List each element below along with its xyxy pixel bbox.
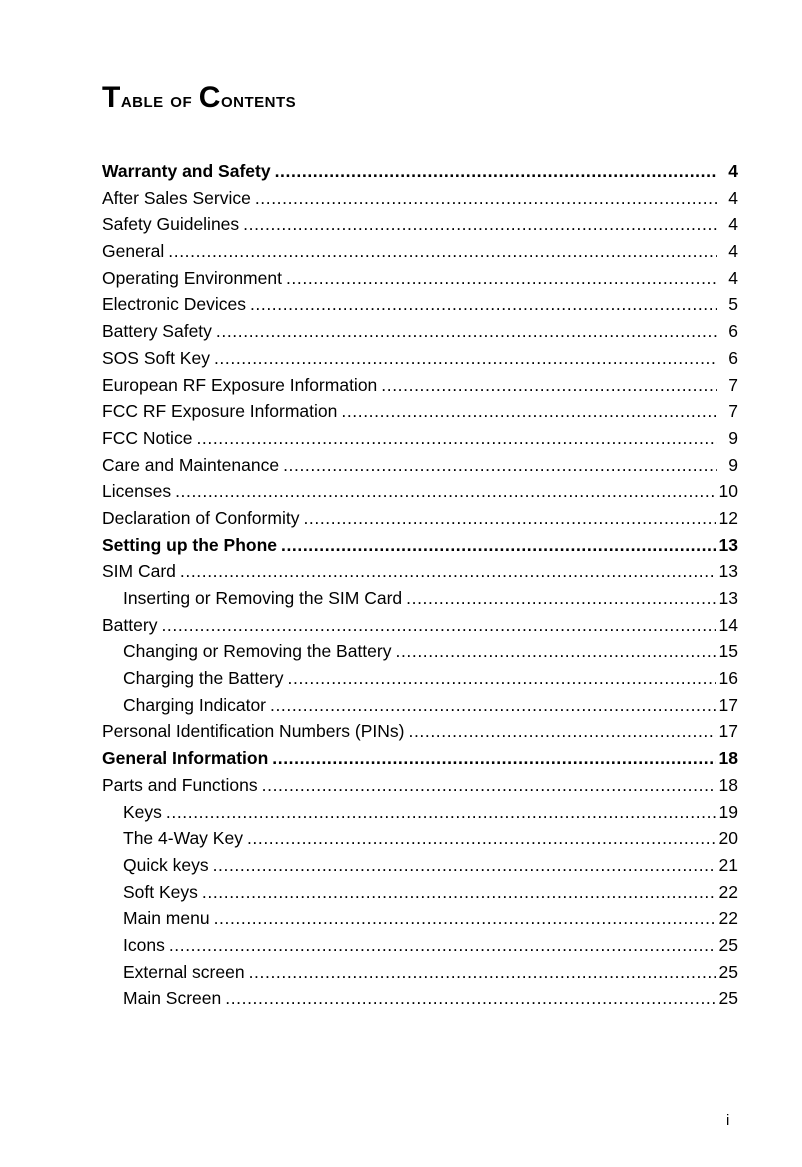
- page-title: [102, 78, 296, 120]
- toc-entry-page: 15: [718, 641, 738, 662]
- toc-entry-battery-safety[interactable]: [102, 318, 738, 345]
- dot-leader: [406, 585, 715, 612]
- toc-entry-page: 19: [718, 801, 738, 822]
- dot-leader: [169, 932, 716, 959]
- dot-leader: [168, 238, 717, 265]
- toc-entry-after-sales-service[interactable]: [102, 185, 738, 212]
- toc-entry-label: Inserting or Removing the SIM Card: [123, 588, 403, 608]
- toc-entry-page: 4: [728, 187, 738, 208]
- toc-entry-label: Setting up the Phone: [102, 534, 277, 555]
- toc-entry-icons[interactable]: [102, 932, 738, 959]
- toc-entry-label: Licenses: [102, 481, 172, 502]
- title-word-able: able: [120, 87, 164, 112]
- toc-entry-general-information[interactable]: [102, 745, 738, 772]
- toc-entry-label: After Sales Service: [102, 187, 251, 208]
- toc-entry-european-rf-exposure-information[interactable]: [102, 372, 738, 399]
- toc-entry-label: Changing or Removing the Battery: [123, 641, 392, 662]
- toc-entry-label: The 4-Way Key: [123, 828, 243, 849]
- toc-entry-label: FCC Notice: [102, 427, 193, 448]
- toc-entry-label: Main menu: [123, 908, 210, 929]
- toc-entry-battery[interactable]: [102, 612, 738, 639]
- toc-entry-page: 4: [728, 161, 738, 181]
- toc-entry-page: 14: [718, 614, 738, 635]
- toc-entry-label: Personal Identification Numbers (PINs): [102, 721, 405, 742]
- toc-entry-electronic-devices[interactable]: [102, 291, 738, 318]
- dot-leader: [275, 158, 717, 185]
- toc-entry-fcc-notice[interactable]: [102, 425, 738, 452]
- toc-entry-label: External screen: [123, 961, 245, 982]
- toc-entry-charging-the-battery[interactable]: [102, 665, 738, 692]
- toc-entry-page: 25: [718, 934, 738, 955]
- toc-entry-label: Quick keys: [123, 854, 209, 875]
- toc-entry-page: 4: [728, 267, 738, 288]
- toc-entry-label: General: [102, 241, 165, 262]
- toc-entry-page: 9: [728, 454, 738, 475]
- dot-leader: [286, 265, 717, 292]
- toc-entry-personal-identification-numbers[interactable]: [102, 718, 738, 745]
- dot-leader: [196, 425, 717, 452]
- toc-entry-page: 17: [718, 721, 738, 742]
- toc-entry-page: 4: [728, 241, 738, 262]
- toc-entry-page: 7: [728, 401, 738, 422]
- toc-entry-page: 6: [728, 321, 738, 342]
- toc-entry-page: 18: [718, 748, 738, 769]
- dot-leader: [408, 718, 715, 745]
- toc-entry-licenses[interactable]: [102, 478, 738, 505]
- toc-entry-page: 17: [718, 694, 738, 715]
- toc-entry-page: 25: [718, 961, 738, 982]
- dot-leader: [166, 799, 716, 826]
- toc-entry-label: Main Screen: [123, 988, 222, 1009]
- toc-entry-main-menu[interactable]: [102, 905, 738, 932]
- toc-entry-keys[interactable]: [102, 799, 738, 826]
- title-initial-t: T: [102, 81, 121, 114]
- dot-leader: [202, 879, 716, 906]
- title-initial-c: C: [198, 81, 221, 114]
- dot-leader: [243, 211, 717, 238]
- toc-entry-page: 13: [718, 561, 738, 582]
- toc-entry-main-screen[interactable]: [102, 985, 738, 1012]
- toc-entry-label: Care and Maintenance: [102, 454, 280, 475]
- toc-entry-label: Electronic Devices: [102, 294, 246, 315]
- toc-entry-page: 13: [718, 534, 738, 555]
- toc-entry-label: Safety Guidelines: [102, 214, 240, 235]
- toc-entry-page: 12: [718, 507, 738, 528]
- dot-leader: [255, 185, 717, 212]
- toc-entry-quick-keys[interactable]: [102, 852, 738, 879]
- page-number: i: [726, 1112, 730, 1129]
- toc-entry-the-4-way-key[interactable]: [102, 825, 738, 852]
- dot-leader: [270, 692, 716, 719]
- toc-entry-general[interactable]: [102, 238, 738, 265]
- toc-entry-inserting-or-removing-the-sim-card[interactable]: [102, 585, 738, 612]
- toc-entry-page: 16: [718, 668, 738, 689]
- toc-entry-setting-up-the-phone[interactable]: [102, 532, 738, 559]
- toc-entry-warranty-and-safety[interactable]: [102, 158, 738, 185]
- dot-leader: [250, 291, 717, 318]
- table-of-contents: [102, 158, 738, 1012]
- toc-entry-soft-keys[interactable]: [102, 879, 738, 906]
- title-word-ontents: ontents: [220, 87, 297, 112]
- toc-entry-operating-environment[interactable]: [102, 265, 738, 292]
- dot-leader: [214, 345, 717, 372]
- toc-entry-page: 21: [718, 854, 738, 875]
- toc-entry-page: 4: [728, 214, 738, 235]
- toc-entry-care-and-maintenance[interactable]: [102, 452, 738, 479]
- toc-entry-label: Keys: [123, 801, 162, 822]
- toc-entry-sim-card[interactable]: [102, 558, 738, 585]
- toc-entry-sos-soft-key[interactable]: [102, 345, 738, 372]
- toc-entry-page: 6: [728, 347, 738, 368]
- toc-entry-label: Warranty and Safety: [102, 161, 271, 181]
- toc-entry-page: 18: [718, 774, 738, 795]
- toc-entry-label: Charging Indicator: [123, 694, 266, 715]
- dot-leader: [272, 745, 715, 772]
- toc-entry-label: Parts and Functions: [102, 774, 258, 795]
- toc-entry-charging-indicator[interactable]: [102, 692, 738, 719]
- toc-entry-label: General Information: [102, 748, 269, 769]
- dot-leader: [161, 612, 715, 639]
- dot-leader: [341, 398, 717, 425]
- dot-leader: [180, 558, 716, 585]
- toc-entry-page: 9: [728, 427, 738, 448]
- toc-entry-label: Battery: [102, 614, 158, 635]
- dot-leader: [288, 665, 716, 692]
- dot-leader: [213, 852, 716, 879]
- dot-leader: [214, 905, 716, 932]
- title-word-of: of: [170, 87, 193, 112]
- dot-leader: [381, 372, 717, 399]
- toc-entry-page: 22: [718, 881, 738, 902]
- dot-leader: [395, 638, 715, 665]
- toc-entry-page: 20: [718, 828, 738, 849]
- toc-entry-label: Declaration of Conformity: [102, 507, 300, 528]
- toc-entry-external-screen[interactable]: [102, 959, 738, 986]
- toc-entry-label: Icons: [123, 934, 165, 955]
- toc-entry-page: 13: [718, 588, 738, 608]
- toc-entry-changing-or-removing-the-battery[interactable]: [102, 638, 738, 665]
- dot-leader: [175, 478, 715, 505]
- dot-leader: [281, 532, 716, 559]
- toc-entry-page: 7: [728, 374, 738, 395]
- toc-entry-label: FCC RF Exposure Information: [102, 401, 338, 422]
- toc-entry-page: 10: [718, 481, 738, 502]
- toc-entry-label: Soft Keys: [123, 881, 198, 902]
- toc-entry-declaration-of-conformity[interactable]: [102, 505, 738, 532]
- toc-entry-safety-guidelines[interactable]: [102, 211, 738, 238]
- toc-entry-fcc-rf-exposure-information[interactable]: [102, 398, 738, 425]
- dot-leader: [303, 505, 715, 532]
- toc-entry-label: SIM Card: [102, 561, 176, 582]
- dot-leader: [216, 318, 717, 345]
- toc-entry-label: Battery Safety: [102, 321, 212, 342]
- toc-entry-page: 5: [728, 294, 738, 315]
- toc-entry-label: European RF Exposure Information: [102, 374, 378, 395]
- toc-entry-label: Operating Environment: [102, 267, 282, 288]
- dot-leader: [262, 772, 716, 799]
- dot-leader: [247, 825, 716, 852]
- toc-entry-page: 22: [718, 908, 738, 929]
- toc-entry-label: Charging the Battery: [123, 668, 284, 689]
- dot-leader: [225, 985, 715, 1012]
- dot-leader: [283, 452, 717, 479]
- dot-leader: [249, 959, 716, 986]
- toc-entry-page: 25: [718, 988, 738, 1009]
- toc-entry-label: SOS Soft Key: [102, 347, 210, 368]
- toc-entry-parts-and-functions[interactable]: [102, 772, 738, 799]
